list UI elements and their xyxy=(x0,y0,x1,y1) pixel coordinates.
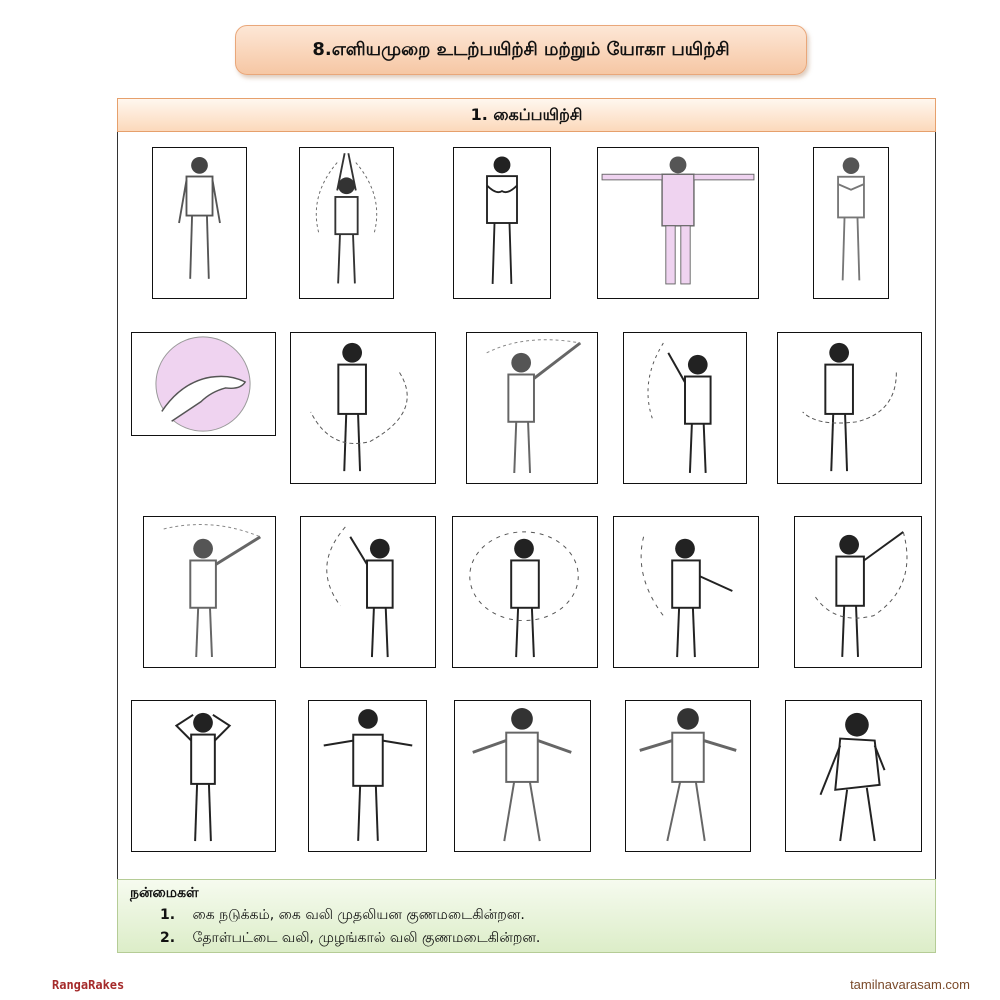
benefit-item xyxy=(160,907,525,925)
hands-on-mouth-icon xyxy=(309,701,426,851)
figure-4 xyxy=(597,147,759,299)
benefits-heading: நன்மைகள் xyxy=(130,885,199,901)
arms-raised-boy-icon xyxy=(300,148,393,298)
hands-folded-boy-icon xyxy=(814,148,888,298)
section-title: 1. கைப்பயிற்சி xyxy=(117,98,936,132)
figure-14 xyxy=(613,516,759,668)
arm-circle-front-icon xyxy=(614,517,758,667)
hands-on-chest-boy-icon xyxy=(454,148,550,298)
page-title: 8.எளியமுறை உடற்பயிற்சி மற்றும் யோகா பயிற்சி xyxy=(235,25,807,75)
benefit-item xyxy=(160,930,540,948)
figure-17 xyxy=(308,700,427,852)
figure-15 xyxy=(794,516,922,668)
figure-7 xyxy=(290,332,436,484)
walking-back-view-icon xyxy=(455,701,590,851)
figure-19 xyxy=(625,700,751,852)
figure-8 xyxy=(466,332,598,484)
figure-16 xyxy=(131,700,276,852)
benefit-number: 1. xyxy=(160,907,176,923)
arm-forward-raised-icon xyxy=(144,517,275,667)
figure-18 xyxy=(454,700,591,852)
benefit-text: கை நடுக்கம், கை வலி முதலியன குணமடைகின்றன. xyxy=(192,907,525,923)
arm-up-side-icon xyxy=(624,333,746,483)
footer-author: RangaRakes xyxy=(52,978,125,992)
hands-on-head-icon xyxy=(132,701,275,851)
figure-10 xyxy=(777,332,922,484)
benefit-number: 2. xyxy=(160,930,176,946)
arm-circle-swing-icon xyxy=(795,517,921,667)
arm-circle-up-icon xyxy=(301,517,435,667)
figure-12 xyxy=(300,516,436,668)
figure-13 xyxy=(452,516,598,668)
benefits-panel xyxy=(117,879,936,953)
arm-circle-front-icon xyxy=(453,517,597,667)
figure-2 xyxy=(299,147,394,299)
walking-back-view-icon xyxy=(626,701,750,851)
figure-20 xyxy=(785,700,922,852)
arm-swing-back-icon xyxy=(778,333,921,483)
figure-6 xyxy=(131,332,276,436)
arm-circle-side-icon xyxy=(291,333,435,483)
figure-9 xyxy=(623,332,747,484)
benefit-text: தோள்பட்டை வலி, முழங்கால் வலி குணமடைகின்றன. xyxy=(192,930,541,946)
hand-mudra-icon xyxy=(132,333,275,435)
bending-boy-icon xyxy=(786,701,921,851)
figure-1 xyxy=(152,147,247,299)
arm-forward-raised-icon xyxy=(467,333,597,483)
arms-outstretched-boy-icon xyxy=(598,148,758,298)
figure-11 xyxy=(143,516,276,668)
figure-5 xyxy=(813,147,889,299)
standing-boy-icon xyxy=(153,148,246,298)
footer-website: tamilnavarasam.com xyxy=(850,977,970,992)
figure-3 xyxy=(453,147,551,299)
